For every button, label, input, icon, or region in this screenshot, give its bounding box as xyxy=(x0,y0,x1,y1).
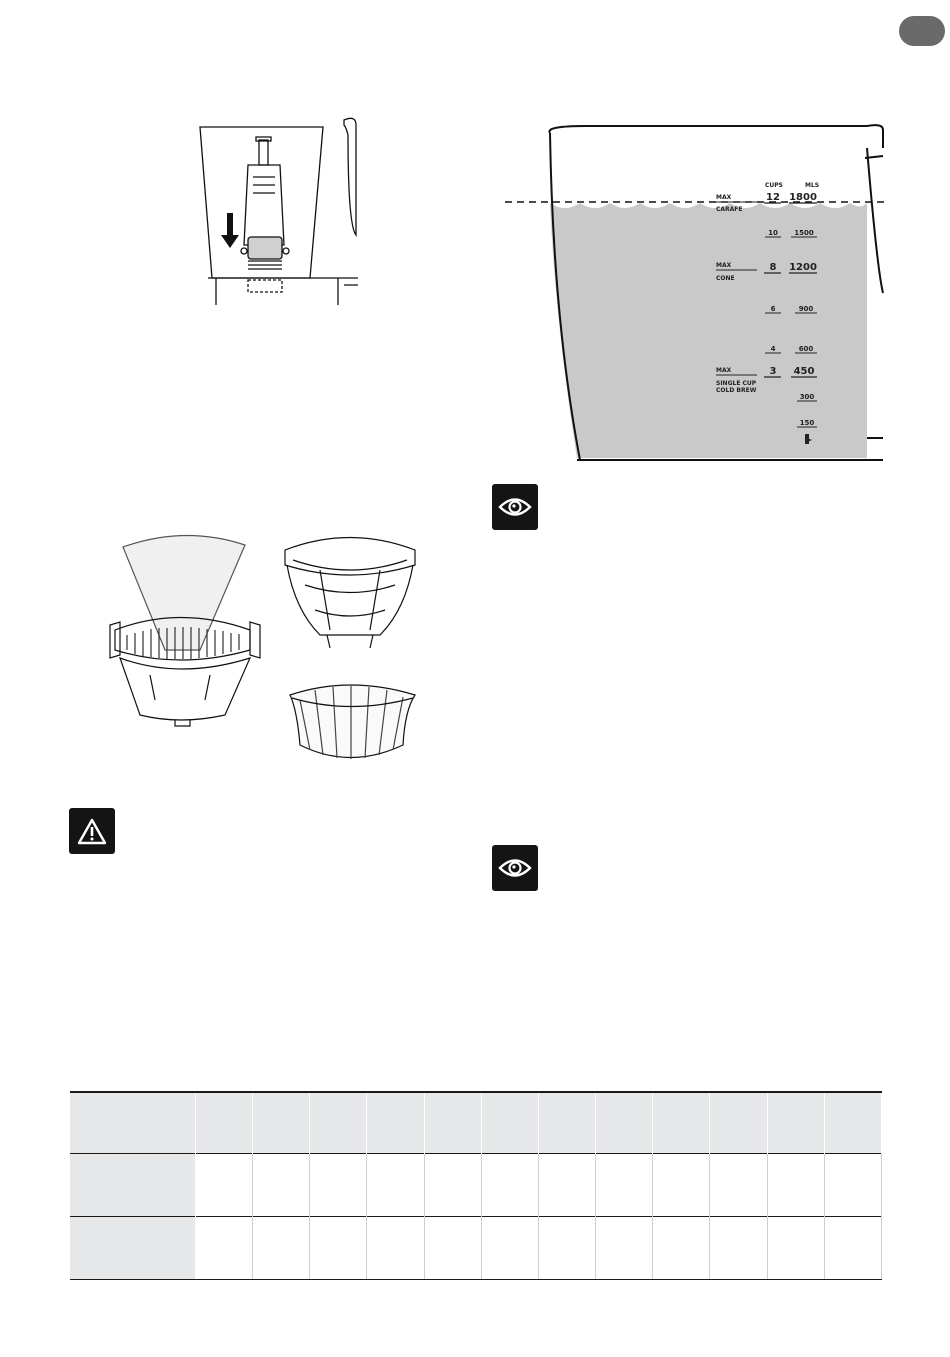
table-header-cell xyxy=(824,1092,881,1154)
mls-mark: 900 xyxy=(798,305,814,313)
table-cell xyxy=(710,1217,767,1280)
cups-mark: 12 xyxy=(766,192,780,203)
mls-mark: 600 xyxy=(798,345,814,353)
eye-icon xyxy=(492,845,538,891)
cups-mark: 10 xyxy=(768,229,778,237)
table-cell xyxy=(653,1217,710,1280)
spec-table xyxy=(70,1091,882,1280)
table-cell xyxy=(424,1154,481,1217)
filter-cone-illustration xyxy=(105,530,425,790)
table-header-cell xyxy=(767,1092,824,1154)
table-header-cell xyxy=(196,1092,253,1154)
mls-mark: 150 xyxy=(799,419,815,427)
cups-mark: 4 xyxy=(770,345,776,353)
mls-mark: 450 xyxy=(793,366,815,377)
mls-header: MLS xyxy=(805,182,820,189)
machine-switch-illustration xyxy=(198,115,368,310)
table-cell xyxy=(481,1217,538,1280)
table-header-cell xyxy=(253,1092,310,1154)
table-cell xyxy=(710,1154,767,1217)
cups-mark: 6 xyxy=(770,305,776,313)
max-label: MAX xyxy=(716,194,732,201)
table-cell xyxy=(424,1217,481,1280)
table-header-cell xyxy=(424,1092,481,1154)
table-cell xyxy=(653,1154,710,1217)
max-sub-label: SINGLE CUP xyxy=(716,380,757,387)
page-tab-marker xyxy=(899,16,945,46)
water-fill xyxy=(550,203,867,458)
mls-mark: 1800 xyxy=(789,192,817,203)
table-header-cell xyxy=(70,1092,196,1154)
table-cell xyxy=(367,1217,424,1280)
table-row xyxy=(70,1217,882,1280)
table-cell xyxy=(767,1217,824,1280)
table-cell xyxy=(596,1154,653,1217)
table-header-cell xyxy=(538,1092,595,1154)
mls-mark: 1200 xyxy=(789,262,817,273)
table-cell xyxy=(253,1154,310,1217)
table-cell xyxy=(481,1154,538,1217)
max-sub-label: CONE xyxy=(716,275,735,282)
max-label: MAX xyxy=(716,262,732,269)
table-row-label xyxy=(70,1154,196,1217)
max-label: MAX xyxy=(716,367,732,374)
table-header-cell xyxy=(596,1092,653,1154)
table-header-cell xyxy=(653,1092,710,1154)
table-cell xyxy=(596,1217,653,1280)
cups-mark: 8 xyxy=(769,262,777,273)
table-cell xyxy=(310,1154,367,1217)
max-sub-label-2: COLD BREW xyxy=(716,387,757,394)
table-cell xyxy=(824,1217,881,1280)
table-row-label xyxy=(70,1217,196,1280)
carafe-measurement-illustration xyxy=(505,118,885,468)
mls-mark: 1500 xyxy=(794,229,814,237)
table-cell xyxy=(367,1154,424,1217)
eye-icon xyxy=(492,484,538,530)
table-cell xyxy=(196,1217,253,1280)
cups-mark: 3 xyxy=(769,366,777,377)
table-header-cell xyxy=(367,1092,424,1154)
table-cell xyxy=(767,1154,824,1217)
table-cell xyxy=(310,1217,367,1280)
table-row xyxy=(70,1154,882,1217)
table-header-cell xyxy=(481,1092,538,1154)
table-cell xyxy=(824,1154,881,1217)
max-sub-label: CARAFE xyxy=(716,206,743,213)
table-cell xyxy=(253,1217,310,1280)
table-header-row xyxy=(70,1092,882,1154)
table-cell xyxy=(538,1154,595,1217)
cups-header: CUPS xyxy=(765,182,783,189)
warning-triangle-icon xyxy=(69,808,115,854)
mls-mark: 300 xyxy=(799,393,815,401)
table-header-cell xyxy=(310,1092,367,1154)
table-cell xyxy=(196,1154,253,1217)
table-cell xyxy=(538,1217,595,1280)
table-header-cell xyxy=(710,1092,767,1154)
